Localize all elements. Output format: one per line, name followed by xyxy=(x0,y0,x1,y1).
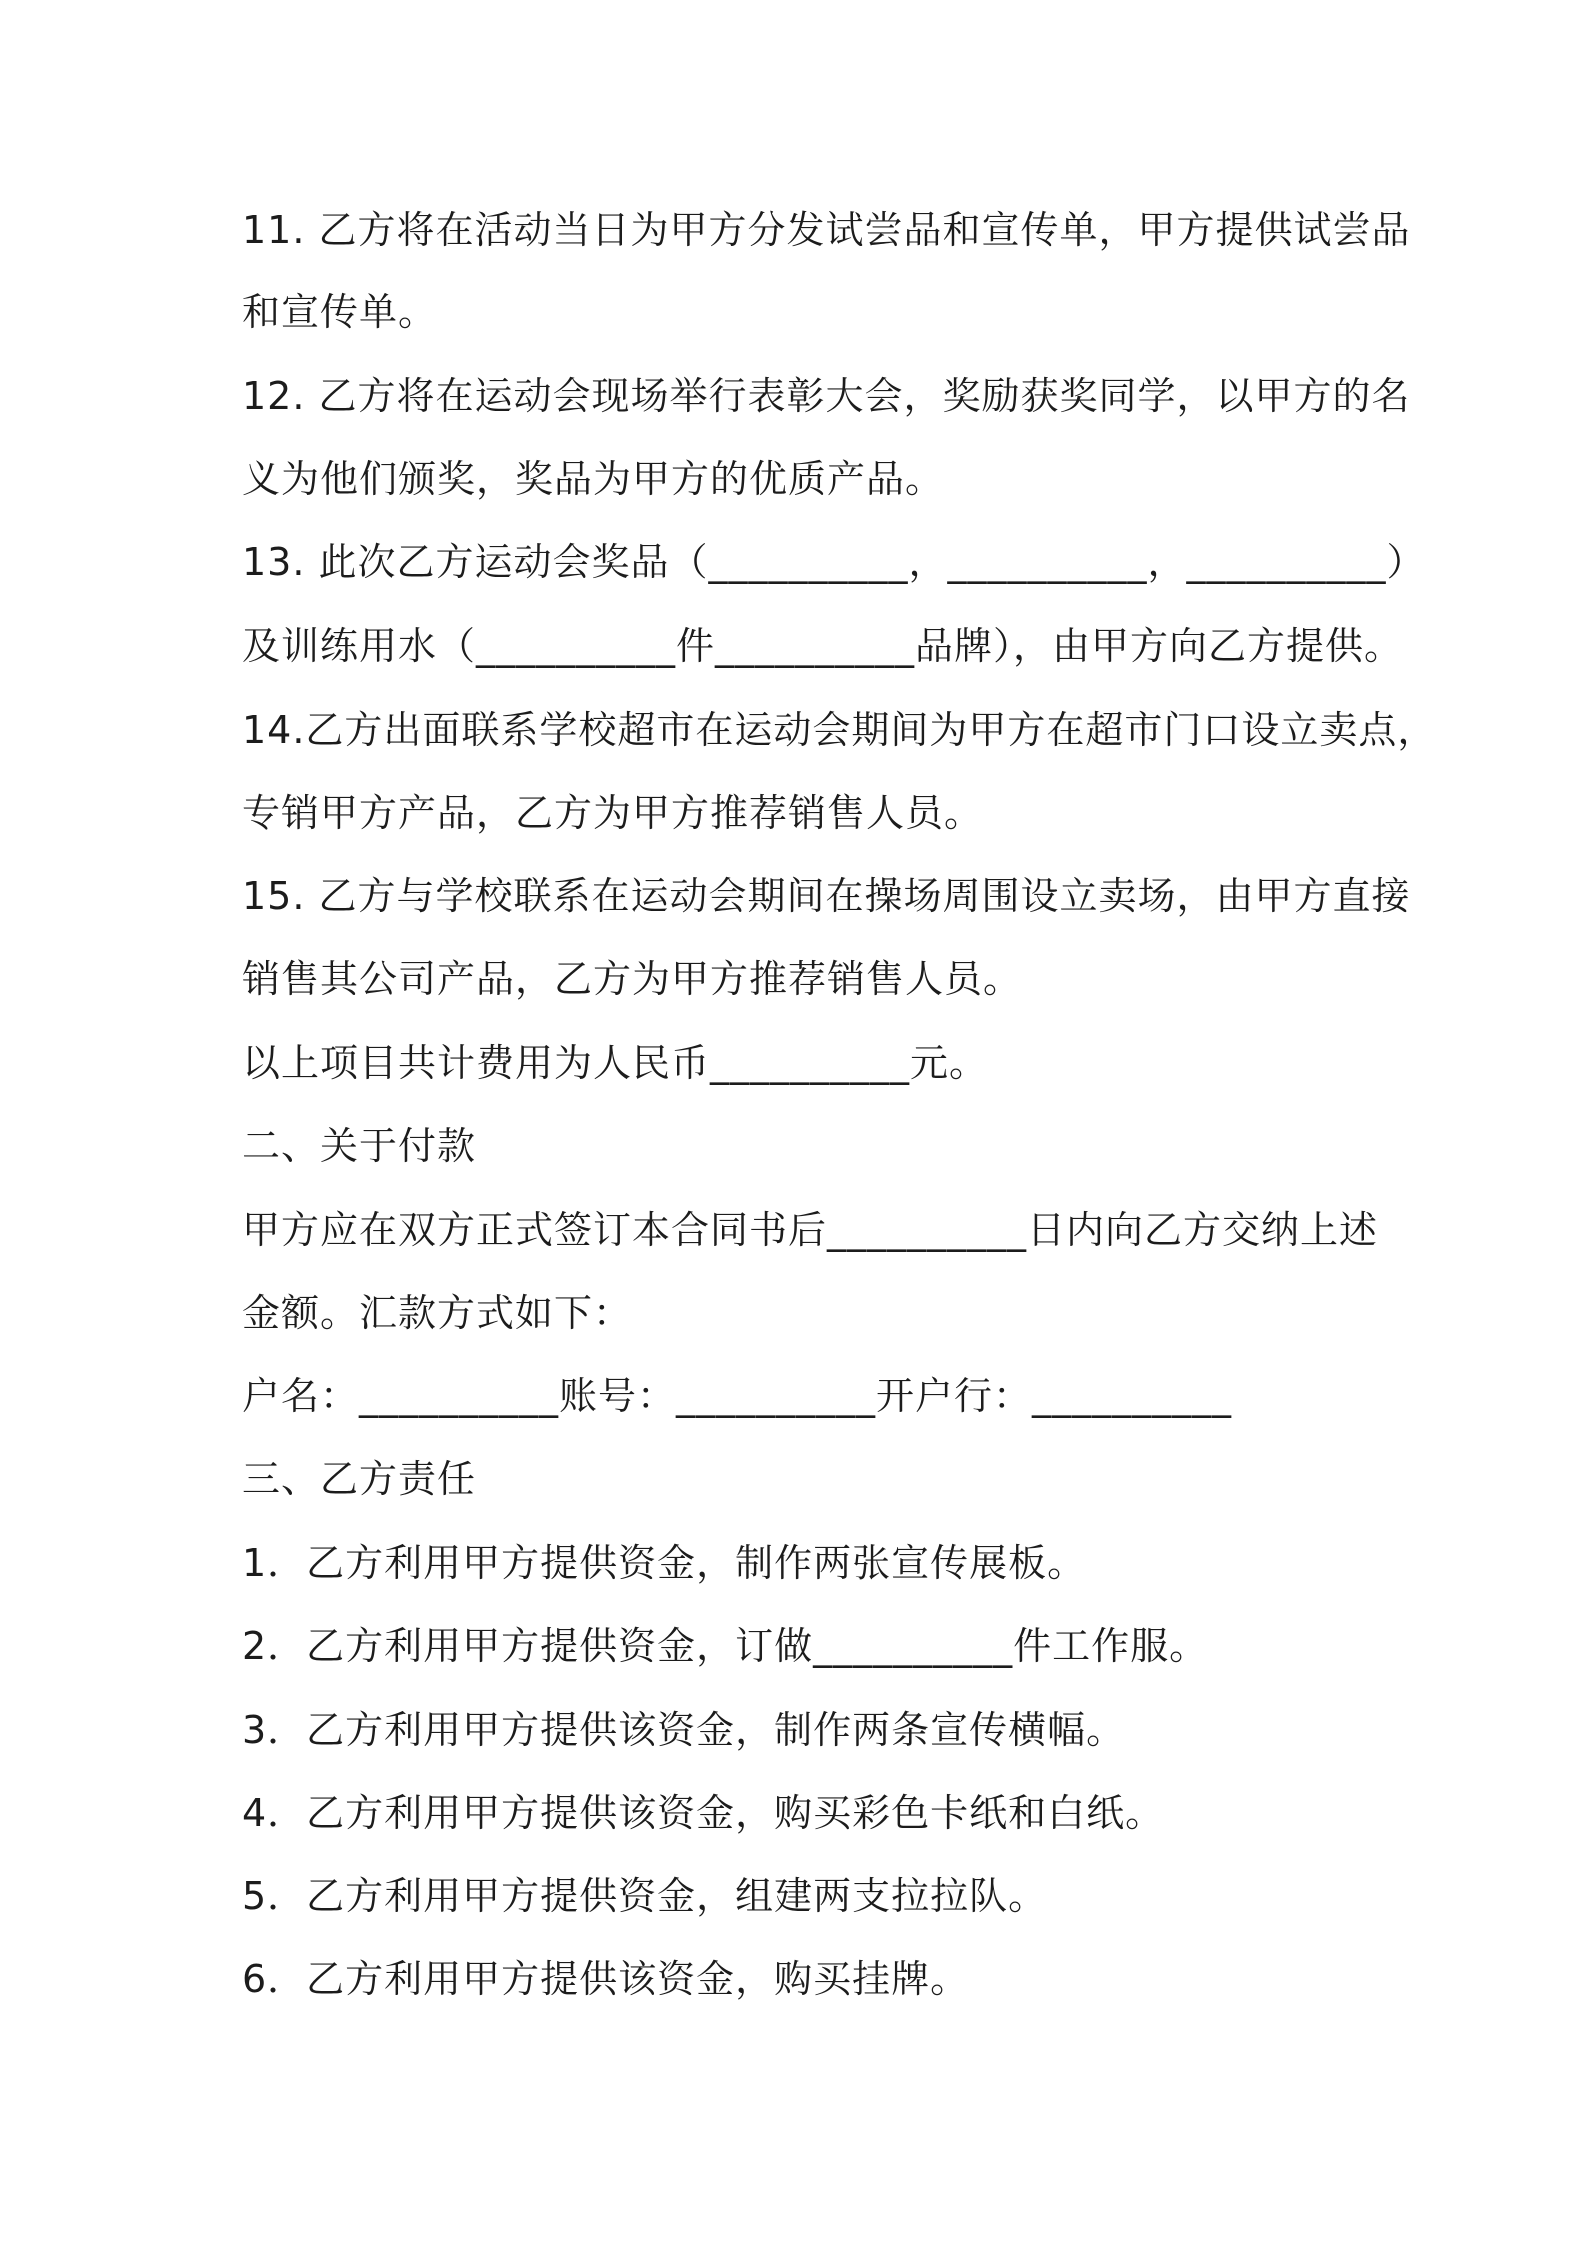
text-line: 甲方应在双方正式签订本合同书后__________日内向乙方交纳上述 xyxy=(242,1208,1379,1252)
text-line: 11. 乙方将在活动当日为甲方分发试尝品和宣传单，甲方提供试尝品 xyxy=(242,208,1411,252)
text-line: 及训练用水（__________件__________品牌），由甲方向乙方提供。 xyxy=(242,624,1404,668)
list-item: 1．乙方利用甲方提供资金，制作两张宣传展板。 xyxy=(242,1541,1087,1585)
text-line: 义为他们颁奖，奖品为甲方的优质产品。 xyxy=(242,457,945,501)
list-item: 4．乙方利用甲方提供该资金，购买彩色卡纸和白纸。 xyxy=(242,1791,1165,1835)
list-item: 6．乙方利用甲方提供该资金，购买挂牌。 xyxy=(242,1957,970,2001)
list-item: 5．乙方利用甲方提供资金，组建两支拉拉队。 xyxy=(242,1874,1048,1918)
text-line: 14.乙方出面联系学校超市在运动会期间为甲方在超市门口设立卖点， xyxy=(242,708,1437,752)
text-line: 和宣传单。 xyxy=(242,290,438,334)
text-line: 金额。汇款方式如下： xyxy=(242,1291,633,1335)
text-line: 15. 乙方与学校联系在运动会期间在操场周围设立卖场，由甲方直接 xyxy=(242,874,1411,918)
section-heading: 三、乙方责任 xyxy=(242,1457,477,1501)
text-line: 户名：__________账号：__________开户行：__________ xyxy=(242,1374,1233,1418)
section-heading: 二、关于付款 xyxy=(242,1124,477,1168)
text-line: 以上项目共计费用为人民币__________元。 xyxy=(242,1041,989,1085)
list-item: 3．乙方利用甲方提供该资金，制作两条宣传横幅。 xyxy=(242,1708,1126,1752)
text-line: 12. 乙方将在运动会现场举行表彰大会，奖励获奖同学，以甲方的名 xyxy=(242,374,1411,418)
text-line: 销售其公司产品，乙方为甲方推荐销售人员。 xyxy=(242,957,1023,1001)
text-line: 专销甲方产品，乙方为甲方推荐销售人员。 xyxy=(242,791,984,835)
list-item: 2．乙方利用甲方提供资金，订做__________件工作服。 xyxy=(242,1624,1209,1668)
text-line: 13. 此次乙方运动会奖品（__________，__________，__________） xyxy=(242,540,1426,584)
